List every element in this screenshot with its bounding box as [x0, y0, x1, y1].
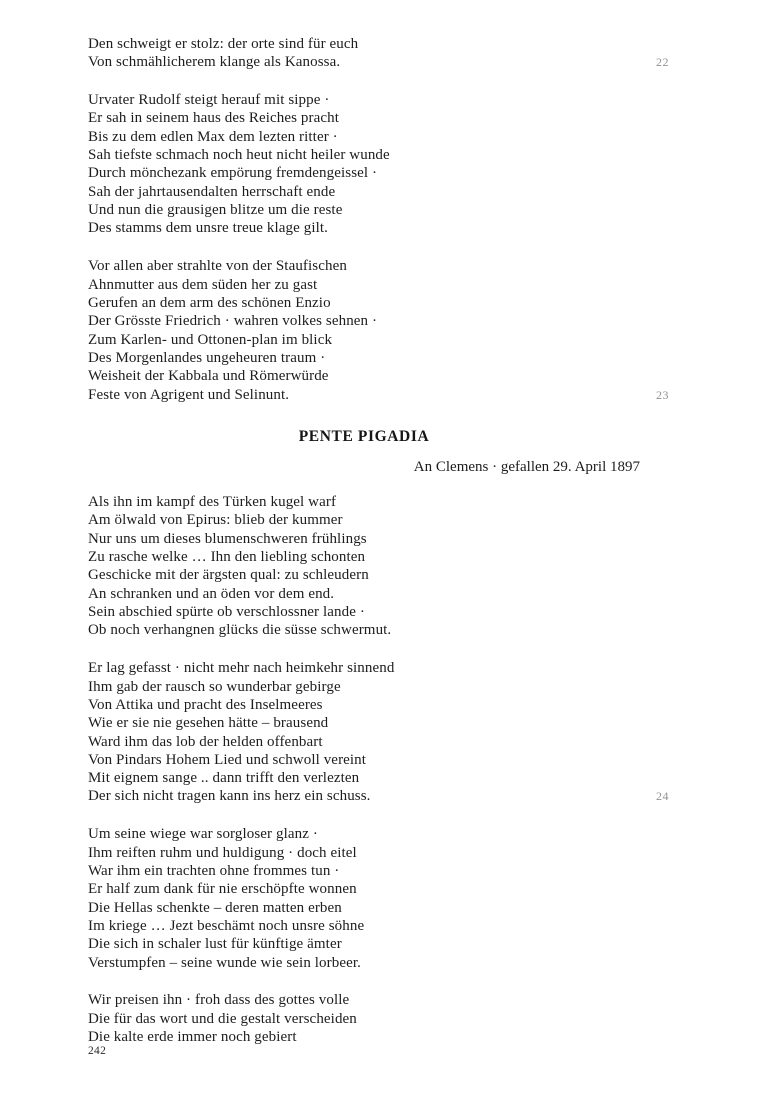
- verse-line: Die kalte erde immer noch gebiert: [88, 1029, 297, 1046]
- verse-line: Ward ihm das lob der helden offenbart: [88, 733, 323, 750]
- verse-line: Sah tiefste schmach noch heut nicht heiler wunde: [88, 147, 390, 164]
- verse-line: Der sich nicht tragen kann ins herz ein schuss. 24: [88, 788, 669, 805]
- poem-title: PENTE PIGADIA: [298, 427, 430, 445]
- stanza: [88, 91, 688, 238]
- verse-line: Zu rasche welke … Ihn den liebling schonten: [88, 549, 366, 566]
- stanza: [88, 35, 688, 72]
- margin-stanza-number: 24: [656, 789, 669, 804]
- verse-line: Weisheit der Kabbala und Römerwürde: [88, 368, 329, 385]
- verse-line: Den schweigt er stolz: der orte sind für euch: [88, 36, 359, 52]
- margin-stanza-number: 23: [656, 387, 669, 402]
- stanza: [88, 257, 688, 404]
- margin-stanza-number: 22: [656, 55, 669, 70]
- stanza: [88, 991, 688, 1046]
- verse-line: Ahnmutter aus dem süden her zu gast: [88, 276, 318, 293]
- verse-line: Von Attika und pracht des Inselmeeres: [88, 696, 323, 713]
- stanza: [88, 659, 688, 806]
- verse-line: Wir preisen ihn · froh dass des gottes volle: [88, 992, 350, 1009]
- poem-body: [88, 35, 688, 1066]
- verse-line: Zum Karlen- und Ottonen-plan im blick: [88, 331, 333, 348]
- verse-line: Verstumpfen – seine wunde wie sein lorbeer.: [88, 954, 361, 971]
- verse-line: Die sich in schaler lust für künftige ämter: [88, 936, 342, 953]
- verse-line: Bis zu dem edlen Max dem lezten ritter ·: [88, 128, 338, 145]
- verse-line: Ihm gab der rausch so wunderbar gebirge: [88, 678, 341, 695]
- verse-line: Die für das wort und die gestalt verscheiden: [88, 1010, 357, 1027]
- verse-line: Mit eignem sange .. dann trifft den verlezten: [88, 770, 360, 787]
- verse-line: An schranken und an öden vor dem end.: [88, 585, 335, 602]
- verse-line: Von schmählicherem klange als Kanossa. 22: [88, 54, 669, 71]
- verse-line: Feste von Agrigent und Selinunt. 23: [88, 386, 669, 403]
- poem-dedication: An Clemens · gefallen 29. April 1897: [413, 458, 640, 475]
- verse-line: Er half zum dank für nie erschöpfte wonnen: [88, 881, 357, 898]
- verse-line: Um seine wiege war sorgloser glanz ·: [88, 826, 318, 843]
- verse-line: Durch mönchezank empörung fremdengeissel ·: [88, 165, 378, 182]
- verse-line: Gerufen an dem arm des schönen Enzio: [88, 294, 331, 311]
- verse-line: Am ölwald von Epirus: blieb der kummer: [88, 512, 343, 529]
- verse-line: Ihm reiften ruhm und huldigung · doch eitel: [88, 844, 357, 861]
- verse-line: Geschicke mit der ärgsten qual: zu schleudern: [88, 567, 369, 584]
- verse-line: Er sah in seinem haus des Reiches pracht: [88, 110, 340, 127]
- verse-line: Nur uns um dieses blumenschweren frühlings: [88, 530, 367, 547]
- page-number: 242: [88, 1045, 107, 1057]
- verse-line: Die Hellas schenkte – deren matten erben: [88, 899, 342, 916]
- verse-line: Der Grösste Friedrich · wahren volkes sehnen ·: [88, 313, 378, 330]
- verse-line: Urvater Rudolf steigt herauf mit sippe ·: [88, 92, 330, 109]
- verse-line: Des stamms dem unsre treue klage gilt.: [88, 220, 328, 237]
- verse-line: Ob noch verhangnen glücks die süsse schwermut.: [88, 622, 392, 639]
- verse-line: Wie er sie nie gesehen hätte – brausend: [88, 715, 329, 732]
- verse-line: Sein abschied spürte ob verschlossner lande ·: [88, 604, 365, 621]
- verse-line: Von Pindars Hohem Lied und schwoll vereint: [88, 751, 367, 768]
- verse-line: Des Morgenlandes ungeheuren traum ·: [88, 349, 326, 366]
- stanza: [88, 493, 688, 640]
- verse-line: Sah der jahrtausendalten herrschaft ende: [88, 183, 336, 200]
- stanza: [88, 825, 688, 972]
- verse-line: War ihm ein trachten ohne frommes tun ·: [88, 862, 340, 879]
- verse-line: Er lag gefasst · nicht mehr nach heimkehr sinnend: [88, 660, 395, 677]
- verse-line: Im kriege … Jezt beschämt noch unsre söhne: [88, 917, 365, 934]
- verse-line: Vor allen aber strahlte von der Staufischen: [88, 258, 347, 275]
- verse-line: Und nun die grausigen blitze um die reste: [88, 202, 343, 219]
- verse-line: Als ihn im kampf des Türken kugel warf: [88, 494, 337, 511]
